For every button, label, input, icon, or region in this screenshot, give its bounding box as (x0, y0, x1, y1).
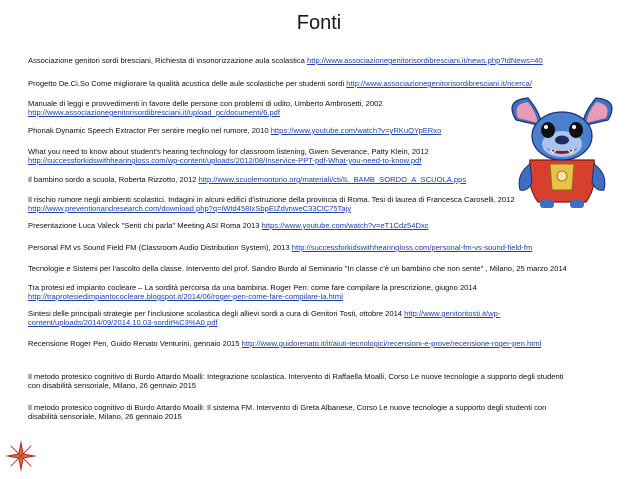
reference-link[interactable]: http://www.associazionegenitorisordibresciani.it/ricerca/ (346, 79, 532, 88)
reference-text: Presentazione Luca Valeck "Senti chi parla" Meeting ASI Roma 2013 (28, 221, 262, 230)
reference-link[interactable]: https://www.youtube.com/watch?v=yRKuQYpERxo (270, 126, 442, 135)
reference-item (28, 79, 532, 88)
reference-link[interactable]: http://traprotesiedimpiantococleare.blogspot.it/2014/06/roger-pen-come-fare-compilare-la.html (28, 292, 343, 301)
reference-text-continued: disabilità sensoriale, Milano, 26 gennaio 2015 (28, 412, 182, 421)
reference-text: Il metodo protesico cognitivo di Burdo Attardo Moalli: Integrazione scolastica. Intervento di Raffaella Moalli, Corso Le nuove tecnologie a supporto degli studenti (28, 372, 564, 381)
reference-text: What you need to know about student's hearing technology for classroom listening, Gwen Severance, Patty Klein, 2012 (28, 147, 429, 156)
compass-star-icon (4, 439, 38, 473)
reference-link[interactable]: http://www.guidorenato.it/it/aiuti-tecnologici/recensioni-e-prove/recensione-roger-pen.html (241, 339, 542, 348)
reference-link-continued[interactable]: content/uploads/2014/09/2014.10.03-sordit%C3%A0.pdf (28, 318, 218, 327)
reference-text: Recensione Roger Pen, Guido Renato Venturini, gennaio 2015 (28, 339, 242, 348)
reference-text: Phonak Dynamic Speech Extractor Per sentire meglio nel rumore, 2010 (28, 126, 271, 135)
reference-item (28, 221, 429, 230)
reference-item (28, 283, 477, 301)
reference-link[interactable]: https://www.youtube.com/watch?v=eT1Cdz54Dxc (261, 221, 429, 230)
reference-link[interactable]: http://successforkidswithhearingloss.com/personal-fm-vs-sound-field-fm (291, 243, 533, 252)
reference-item (28, 243, 532, 252)
reference-text: Sintesi delle principali strategie per l'inclusione scolastica degli allievi sordi a cura di Genitori Tosti, ottobre 2014 (28, 309, 405, 318)
reference-item (28, 339, 541, 348)
reference-item (28, 195, 515, 213)
reference-link[interactable]: http://www.genitoritosti.it/wp- (404, 309, 501, 318)
reference-link[interactable]: http://www.preventionandresearch.com/download.php?q=iWtd458IxSbpEIZdvnweC33ClC75Tajy (28, 204, 352, 213)
reference-item (28, 126, 441, 135)
reference-item (28, 56, 543, 65)
reference-text: Progetto De.Ci.So Come migliorare la qualità acustica delle aule scolastiche per studenti sordi (28, 79, 347, 88)
reference-text: Tra protesi ed impianto cocleare – La sordità percorsa da una bambina. Roger Pen: come fare compilare la prescrizione, giugno 2014 (28, 283, 477, 292)
stitch-cartoon-icon (502, 90, 622, 210)
reference-link[interactable]: http://www.associazionegenitorisordibresciani.it/news.php?IdNews=40 (307, 56, 543, 65)
reference-link[interactable]: http://www.associazionegenitorisordibresciani.it/upload_pc/documenti/6.pdf (28, 108, 281, 117)
reference-item (28, 264, 567, 273)
reference-link[interactable]: http://successforkidswithhearingloss.com/wp-content/uploads/2012/08/Inservice-PPT-pdf-What-you-need-to-know.pdf (28, 156, 422, 165)
reference-text: Manuale di leggi e provvedimenti in favore delle persone con problemi di udito, Umberto Ambrosetti, 2002 (28, 99, 383, 108)
reference-item (28, 175, 466, 184)
reference-text: Tecnologie e Sistemi per l'ascolto della classe. Intervento del prof. Sandro Burdo al Seminario "In classe c'è un bambino che non sente" , Milano, 25 marzo 2014 (28, 264, 567, 273)
reference-link[interactable]: http://www.scuolemontorio.org/materiali/cti/IL_BAMB_SORDO_A_SCUOLA.pps (198, 175, 467, 184)
reference-text: Il bambino sordo a scuola, Roberta Rizzotto, 2012 (28, 175, 199, 184)
slide-title: Fonti (296, 12, 342, 34)
reference-text: Associazione genitori sordi bresciani, Richiesta di insonorizzazione aula scolastica (28, 56, 307, 65)
reference-item (28, 147, 429, 165)
reference-text: Il metodo protesico cognitivo di Burdo Attardo Moalli: Il sistema FM. Intervento di Greta Albanese, Corso Le nuove tecnologie a supporto degli studenti con (28, 403, 547, 412)
reference-item (28, 372, 564, 390)
reference-item (28, 403, 546, 421)
reference-item (28, 99, 383, 117)
reference-text: Il rischio rumore negli ambienti scolastici. Indagini in alcuni edifici d'istruzione della provincia di Roma. Tesi di laurea di Francesca Caroselli, 2012 (28, 195, 515, 204)
reference-text: Personal FM vs Sound Field FM (Classroom Audio Distribution System), 2013 (28, 243, 292, 252)
reference-item (28, 309, 500, 327)
reference-text-continued: con disabilità sensoriale, Milano, 26 gennaio 2015 (28, 381, 197, 390)
